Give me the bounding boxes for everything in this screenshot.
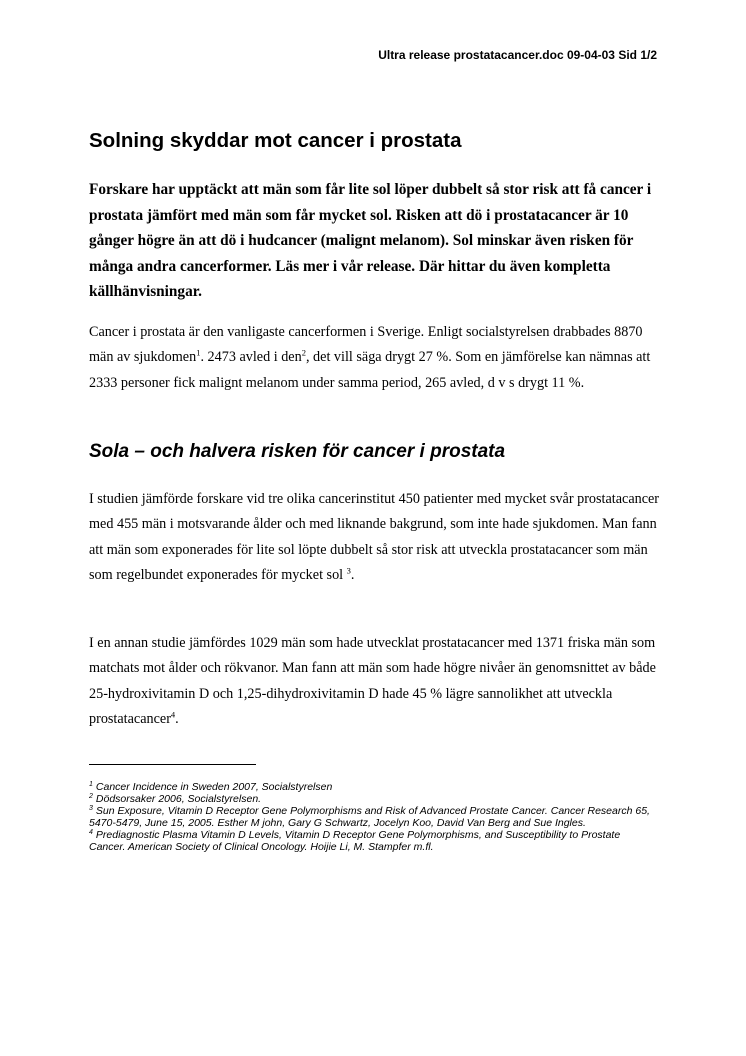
footnote-text: Dödsorsaker 2006, Socialstyrelsen. [95, 793, 262, 806]
footnote-ref-1[interactable]: 1 [196, 347, 201, 358]
body-paragraph-3 [89, 631, 669, 733]
para1-text-a: Cancer i prostata är den vanligaste cancerformen i Sverige. Enligt socialstyrelsen drabbades 8870 män av sjukdomen [89, 324, 643, 366]
para2-text-a: I studien jämförde forskare vid tre olika cancerinstitut 450 patienter med mycket svår prostatacancer med 455 män i motsvarande ålder och med liknande bakgrund, som inte hade sjukdomen. Man fann att män som exponerades för lite sol löpte dubbelt så stor risk att utveckla prostatacancer som män som regelbundet exponerades för mycket sol [89, 491, 660, 584]
para1-text-c: , det vill säga drygt 27 %. Som en jämförelse kan nämnas att 2333 personer fick malignt melanom under samma period, 265 avled, d v s drygt 11 %. [89, 349, 651, 391]
footnote-number: 1 [89, 780, 93, 788]
footnote-4 [89, 829, 659, 853]
para3-text-a: I en annan studie jämfördes 1029 män som hade utvecklat prostatacancer med 1371 friska män som matchats mot ålder och rökvanor. Man fann att män som hade högre nivåer än genomsnittet av både 25-hydroxivitamin D och 1,25-dihydroxivitamin D hade 45 % lägre sannolikhet att utveckla prostatacancer [89, 635, 656, 728]
footnote-number: 2 [89, 792, 93, 800]
footnote-text: Prediagnostic Plasma Vitamin D Levels, Vitamin D Receptor Gene Polymorphisms, and Susceptibility to Prostate Cancer. American Society of Clinical Oncology. Hoijie Li, M. Stampfer m.fl. [89, 829, 621, 854]
footnote-text: Cancer Incidence in Sweden 2007, Socialstyrelsen [95, 781, 333, 793]
para2-text-b: . [350, 567, 355, 584]
footnote-text: Sun Exposure, Vitamin D Receptor Gene Polymorphisms and Risk of Advanced Prostate Cancer. Cancer Research 65, 5470-5479, June 15, 2005. Esther M john, Gary G Schwartz, Jocelyn Koo, David Van Berg and Sue Ingles. [89, 805, 650, 830]
page-header: Ultra release prostatacancer.doc 09-04-03 Sid 1/2 [378, 48, 657, 62]
footnotes [89, 781, 659, 854]
footnote-ref-4[interactable]: 4 [170, 709, 176, 720]
footnote-number: 4 [89, 828, 93, 836]
body-paragraph-1 [89, 320, 669, 396]
page-title: Solning skyddar mot cancer i prostata [89, 129, 462, 152]
footnote-divider [89, 764, 256, 765]
footnote-ref-2[interactable]: 2 [301, 347, 306, 358]
footnote-3 [89, 805, 659, 829]
body-paragraph-2 [89, 487, 669, 589]
para3-text-b: . [175, 711, 179, 728]
footnote-2 [89, 793, 659, 805]
footnote-number: 3 [89, 804, 93, 812]
para1-text-b: . 2473 avled i den [200, 349, 302, 366]
section-heading: Sola – och halvera risken för cancer i prostata [89, 441, 506, 462]
lead-paragraph: Forskare har upptäckt att män som får lite sol löper dubbelt så stor risk att få cancer i prostata jämfört med män som får mycket sol. Risken att dö i prostatacancer är 10 gånger högre än att dö i hudcancer (malignt melanom). Sol minskar även risken för många andra cancerformer. Läs mer i vår release. Där hittar du även kompletta källhänvisningar. [89, 181, 652, 300]
footnote-ref-3[interactable]: 3 [346, 565, 351, 576]
footnote-1 [89, 781, 659, 793]
